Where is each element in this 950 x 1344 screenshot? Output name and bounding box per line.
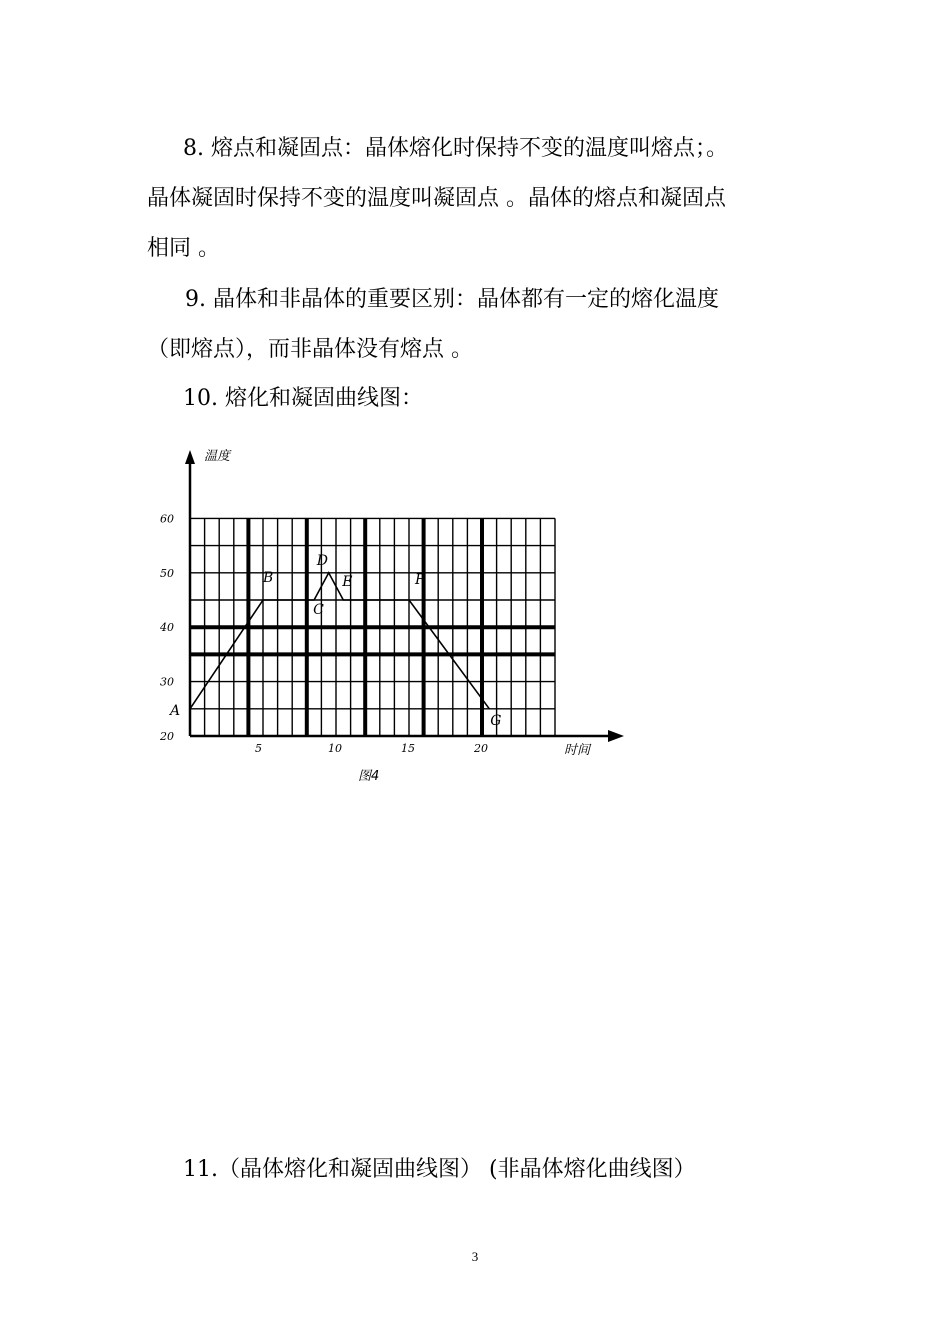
paragraph-8-line-3: 相同 。 <box>147 236 220 261</box>
y-tick-label: 60 <box>160 512 174 526</box>
page-number: 3 <box>471 1249 479 1264</box>
y-axis-arrow <box>185 450 195 464</box>
x-axis-label: 时间 <box>564 743 591 758</box>
point-label-a: A <box>170 702 181 719</box>
point-label-e: E <box>342 574 353 590</box>
y-tick-label: 50 <box>160 566 174 580</box>
chart-caption: 图4 <box>358 769 380 784</box>
melting-solidification-chart <box>150 430 640 790</box>
chart-axes <box>185 450 624 742</box>
y-tick-label: 30 <box>160 675 174 689</box>
point-label-f: F <box>415 572 425 588</box>
paragraph-9-line-2: （即熔点），而非晶体没有熔点 。 <box>147 337 473 362</box>
point-label-d: D <box>316 552 328 569</box>
x-tick-label: 20 <box>474 742 488 755</box>
paragraph-11: 11.（晶体熔化和凝固曲线图） (非晶体熔化曲线图） <box>183 1157 696 1182</box>
x-tick-label: 10 <box>328 742 342 755</box>
paragraph-8-line-1: 8. 熔点和凝固点：晶体熔化时保持不变的温度叫熔点；。 <box>183 136 728 161</box>
y-axis-label: 温度 <box>204 449 231 464</box>
paragraph-10: 10. 熔化和凝固曲线图： <box>183 386 423 411</box>
y-tick-label: 20 <box>160 730 174 743</box>
paragraph-8-line-2: 晶体凝固时保持不变的温度叫凝固点 。晶体的熔点和凝固点 <box>147 186 726 211</box>
y-tick-label: 40 <box>160 621 174 635</box>
x-axis-arrow <box>608 730 624 742</box>
chart-curve <box>190 573 489 709</box>
temperature-curve <box>190 573 489 709</box>
point-label-g: G <box>490 712 502 729</box>
x-tick-label: 5 <box>255 742 262 755</box>
paragraph-9-line-1: 9. 晶体和非晶体的重要区别：晶体都有一定的熔化温度 <box>185 287 719 312</box>
point-label-c: C <box>313 602 324 618</box>
chart-point-labels <box>168 553 501 729</box>
x-tick-label: 15 <box>401 742 415 755</box>
point-label-b: B <box>263 570 274 586</box>
